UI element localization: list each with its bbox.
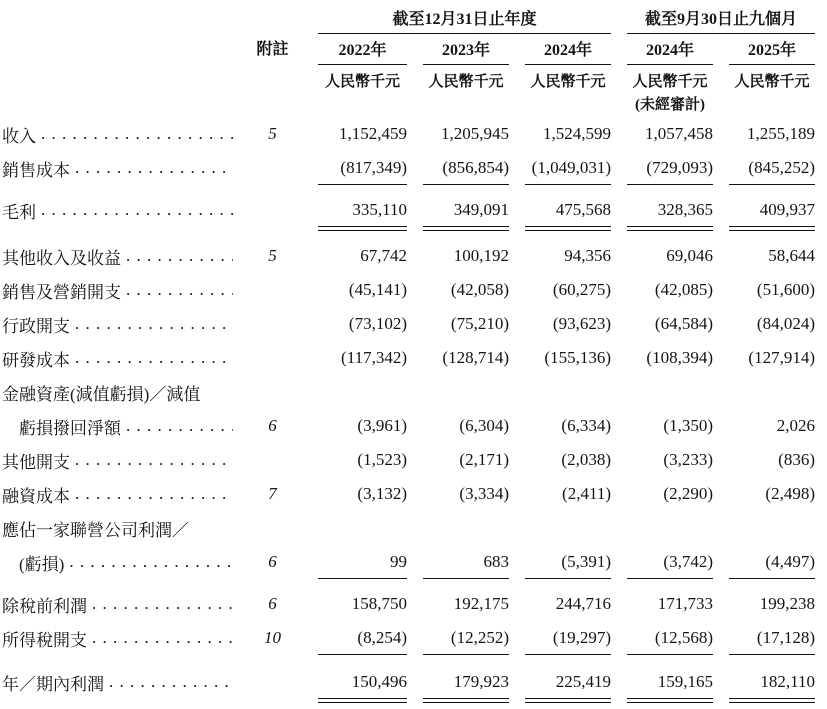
table-rows xyxy=(2,117,815,699)
annual-period-group xyxy=(302,6,611,34)
value-cell xyxy=(407,587,509,621)
value-cell xyxy=(713,117,815,151)
value xyxy=(627,511,713,545)
unit-label: 人民幣千元 xyxy=(324,74,400,90)
row-label: 所得稅開支 xyxy=(2,630,87,650)
table-row xyxy=(2,443,815,477)
value-cell xyxy=(302,341,407,375)
value: 1,152,459 xyxy=(339,124,407,143)
value: (3,961) xyxy=(357,416,407,435)
table-row xyxy=(2,273,815,307)
row-label-cell xyxy=(2,341,243,375)
table-row xyxy=(2,511,815,545)
value-cell xyxy=(611,375,713,409)
value-cell xyxy=(713,545,815,579)
value-cell xyxy=(611,307,713,341)
value-cell xyxy=(407,443,509,477)
row-label-cell xyxy=(2,511,243,545)
value: (64,584) xyxy=(654,314,713,333)
value-cell xyxy=(407,665,509,699)
value-cell xyxy=(407,117,509,151)
row-label-cell xyxy=(2,151,243,185)
row-label-cell xyxy=(2,375,243,409)
row-label: 研發成本 xyxy=(2,350,70,370)
value-cell xyxy=(407,151,509,185)
value-cell xyxy=(407,193,509,227)
value: 192,175 xyxy=(453,594,509,613)
unit-header-row xyxy=(2,65,815,93)
value-cell xyxy=(407,375,509,409)
value xyxy=(423,511,509,545)
row-label-cell xyxy=(2,239,243,273)
value: (51,600) xyxy=(756,280,815,299)
value-cell xyxy=(509,587,611,621)
value-cell xyxy=(509,239,611,273)
row-label: 融資成本 xyxy=(2,486,70,506)
value-cell xyxy=(302,477,407,511)
value: 182,110 xyxy=(729,665,815,699)
row-label-cell xyxy=(2,545,243,579)
value-cell xyxy=(713,621,815,655)
value: (12,252) xyxy=(423,621,509,655)
table-row xyxy=(2,587,815,621)
value: (42,058) xyxy=(450,280,509,299)
value: (19,297) xyxy=(525,621,611,655)
value-cell xyxy=(302,511,407,545)
value-cell xyxy=(407,239,509,273)
row-label-cell xyxy=(2,117,243,151)
value-cell xyxy=(713,511,815,545)
value-cell xyxy=(407,409,509,443)
value-cell xyxy=(713,341,815,375)
value: 2,026 xyxy=(776,416,815,435)
unit-label: 人民幣千元 xyxy=(734,74,810,90)
value: 171,733 xyxy=(657,594,713,613)
value-cell xyxy=(611,273,713,307)
value: (845,252) xyxy=(729,151,815,185)
value-cell xyxy=(509,443,611,477)
year-label: 2022年 xyxy=(318,37,407,65)
row-note: 6 xyxy=(268,552,277,571)
value-cell xyxy=(509,409,611,443)
table-row xyxy=(2,239,815,273)
value: (42,085) xyxy=(654,280,713,299)
value-cell xyxy=(611,409,713,443)
value-cell xyxy=(407,273,509,307)
value-cell xyxy=(611,511,713,545)
dot-leader xyxy=(92,594,233,614)
value: 150,496 xyxy=(318,665,407,699)
row-label: 銷售及營銷開支 xyxy=(2,282,121,302)
value: 58,644 xyxy=(768,246,815,265)
value: (836) xyxy=(778,450,815,469)
row-note xyxy=(243,193,302,227)
dot-leader xyxy=(92,628,233,648)
table-row xyxy=(2,621,815,655)
value: 100,192 xyxy=(453,246,509,265)
value-cell xyxy=(302,409,407,443)
row-label-cell xyxy=(2,587,243,621)
value-cell xyxy=(611,193,713,227)
dot-leader xyxy=(75,450,233,470)
value-cell xyxy=(302,273,407,307)
value-cell xyxy=(713,477,815,511)
year-column-2024-interim xyxy=(611,37,713,65)
year-label: 2024年 xyxy=(627,37,713,65)
value-cell xyxy=(713,665,815,699)
value-cell xyxy=(611,443,713,477)
value-cell xyxy=(407,307,509,341)
value xyxy=(627,375,713,409)
value: (856,854) xyxy=(423,151,509,185)
value: (8,254) xyxy=(318,621,407,655)
value: (108,394) xyxy=(646,348,713,367)
year-column-2022 xyxy=(302,37,407,65)
value-cell xyxy=(713,375,815,409)
value-cell xyxy=(302,545,407,579)
value xyxy=(423,375,509,409)
value-cell xyxy=(611,151,713,185)
value: 225,419 xyxy=(525,665,611,699)
dot-leader xyxy=(109,672,233,692)
value: 335,110 xyxy=(318,193,407,227)
year-label: 2024年 xyxy=(525,37,611,65)
value: 349,091 xyxy=(423,193,509,227)
row-label: 除稅前利潤 xyxy=(2,596,87,616)
value xyxy=(525,511,611,545)
value: 1,057,458 xyxy=(645,124,713,143)
value-cell xyxy=(611,117,713,151)
value: (155,136) xyxy=(544,348,611,367)
dot-leader xyxy=(75,348,233,368)
interim-period-title: 截至9月30日止九個月 xyxy=(627,6,815,34)
value: (93,623) xyxy=(552,314,611,333)
value-cell xyxy=(509,511,611,545)
dot-leader xyxy=(126,246,233,266)
year-column-2025-interim xyxy=(713,37,815,65)
value: (1,350) xyxy=(663,416,713,435)
value: (2,290) xyxy=(663,484,713,503)
value-cell xyxy=(509,151,611,185)
dot-leader xyxy=(41,124,233,144)
value xyxy=(318,375,407,409)
annual-period-title: 截至12月31日止年度 xyxy=(318,6,611,34)
value: (17,128) xyxy=(729,621,815,655)
value-cell xyxy=(509,477,611,511)
value: 1,205,945 xyxy=(441,124,509,143)
year-column-2024 xyxy=(509,37,611,65)
value: (817,349) xyxy=(318,151,407,185)
unit-label: 人民幣千元 xyxy=(530,74,606,90)
value-cell xyxy=(713,443,815,477)
row-label: 銷售成本 xyxy=(2,160,70,180)
value-cell xyxy=(713,239,815,273)
row-note: 7 xyxy=(268,484,277,503)
value-cell xyxy=(611,341,713,375)
value-cell xyxy=(713,409,815,443)
dot-leader xyxy=(41,200,233,220)
value-cell xyxy=(509,665,611,699)
value: (84,024) xyxy=(756,314,815,333)
value: (729,093) xyxy=(627,151,713,185)
table-row xyxy=(2,117,815,151)
row-label: (虧損) xyxy=(19,554,65,574)
value-cell xyxy=(302,307,407,341)
row-label: 金融資產(減值虧損)／減值 xyxy=(2,384,201,404)
year-label: 2025年 xyxy=(729,37,815,65)
value-cell xyxy=(302,239,407,273)
row-label: 年／期內利潤 xyxy=(2,674,104,694)
value: 475,568 xyxy=(525,193,611,227)
row-label-cell xyxy=(2,307,243,341)
value: (75,210) xyxy=(450,314,509,333)
value-cell xyxy=(611,665,713,699)
value: 158,750 xyxy=(351,594,407,613)
value-cell xyxy=(713,151,815,185)
value: (60,275) xyxy=(552,280,611,299)
value: 94,356 xyxy=(564,246,611,265)
row-note xyxy=(243,341,302,375)
unit-label: 人民幣千元 xyxy=(428,74,504,90)
value: 1,524,599 xyxy=(543,124,611,143)
row-note: 6 xyxy=(268,594,277,613)
row-note xyxy=(243,443,302,477)
year-label: 2023年 xyxy=(423,37,509,65)
value: (117,342) xyxy=(341,348,407,367)
value-cell xyxy=(302,151,407,185)
value: (6,334) xyxy=(561,416,611,435)
value-cell xyxy=(302,117,407,151)
value-cell xyxy=(611,545,713,579)
table-row xyxy=(2,151,815,185)
value: 683 xyxy=(423,545,509,579)
year-column-2023 xyxy=(407,37,509,65)
value-cell xyxy=(509,341,611,375)
dot-leader xyxy=(75,314,233,334)
value-cell xyxy=(302,621,407,655)
value: 159,165 xyxy=(627,665,713,699)
value-cell xyxy=(611,239,713,273)
table-row xyxy=(2,545,815,579)
dot-leader xyxy=(126,416,233,436)
row-note xyxy=(243,375,302,409)
value-cell xyxy=(302,587,407,621)
row-note xyxy=(243,511,302,545)
dot-leader xyxy=(69,552,233,572)
value xyxy=(729,511,815,545)
row-label: 收入 xyxy=(2,126,36,146)
value: (3,334) xyxy=(459,484,509,503)
value: (2,171) xyxy=(459,450,509,469)
column-group-header xyxy=(2,6,815,32)
value: 67,742 xyxy=(360,246,407,265)
table-row xyxy=(2,193,815,227)
row-label-cell xyxy=(2,273,243,307)
row-note xyxy=(243,151,302,185)
value: (4,497) xyxy=(729,545,815,579)
row-label: 其他收入及收益 xyxy=(2,248,121,268)
table-row xyxy=(2,477,815,511)
unit-label: 人民幣千元 xyxy=(632,74,708,90)
row-note: 6 xyxy=(268,416,277,435)
value-cell xyxy=(407,545,509,579)
value: (1,049,031) xyxy=(525,151,611,185)
row-label: 毛利 xyxy=(2,202,36,222)
value: 328,365 xyxy=(627,193,713,227)
value: 244,716 xyxy=(555,594,611,613)
row-note: 5 xyxy=(268,246,277,265)
value-cell xyxy=(509,545,611,579)
value: (73,102) xyxy=(348,314,407,333)
value: (12,568) xyxy=(627,621,713,655)
value: 1,255,189 xyxy=(747,124,815,143)
value-cell xyxy=(302,375,407,409)
table-row xyxy=(2,665,815,699)
value: (1,523) xyxy=(357,450,407,469)
row-label-cell xyxy=(2,409,243,443)
value-cell xyxy=(302,443,407,477)
value-cell xyxy=(509,193,611,227)
dot-leader xyxy=(75,158,233,178)
value xyxy=(318,511,407,545)
value: (3,742) xyxy=(627,545,713,579)
row-note: 10 xyxy=(264,628,281,647)
unaudited-label: (未經審計) xyxy=(635,97,705,113)
value-cell xyxy=(302,665,407,699)
value: 99 xyxy=(318,545,407,579)
row-label: 其他開支 xyxy=(2,452,70,472)
value: (3,233) xyxy=(663,450,713,469)
value-cell xyxy=(407,341,509,375)
value: (127,914) xyxy=(748,348,815,367)
value: (45,141) xyxy=(348,280,407,299)
value: (5,391) xyxy=(525,545,611,579)
interim-period-group xyxy=(611,6,815,34)
row-label-cell xyxy=(2,477,243,511)
row-label: 應佔一家聯營公司利潤／ xyxy=(2,520,189,540)
value: (2,498) xyxy=(765,484,815,503)
value: 409,937 xyxy=(729,193,815,227)
value: (6,304) xyxy=(459,416,509,435)
value: 199,238 xyxy=(759,594,815,613)
value-cell xyxy=(713,587,815,621)
value-cell xyxy=(611,477,713,511)
value-cell xyxy=(509,375,611,409)
value: 179,923 xyxy=(423,665,509,699)
note-column-header: 附註 xyxy=(256,41,289,58)
dot-leader xyxy=(75,484,233,504)
value-cell xyxy=(611,621,713,655)
value xyxy=(525,375,611,409)
value: (2,038) xyxy=(561,450,611,469)
row-note xyxy=(243,665,302,699)
value xyxy=(729,375,815,409)
value-cell xyxy=(611,587,713,621)
row-note xyxy=(243,307,302,341)
row-label: 虧損撥回淨額 xyxy=(19,418,121,438)
value: (2,411) xyxy=(562,484,611,503)
row-label-cell xyxy=(2,621,243,655)
table-row xyxy=(2,341,815,375)
table-row xyxy=(2,375,815,409)
row-label: 行政開支 xyxy=(2,316,70,336)
value: (3,132) xyxy=(357,484,407,503)
dot-leader xyxy=(126,280,233,300)
row-note: 5 xyxy=(268,124,277,143)
row-label-cell xyxy=(2,665,243,699)
value-cell xyxy=(713,193,815,227)
value: 69,046 xyxy=(666,246,713,265)
unaudited-note-row xyxy=(2,93,815,117)
value-cell xyxy=(509,273,611,307)
value: (128,714) xyxy=(442,348,509,367)
row-note xyxy=(243,273,302,307)
value-cell xyxy=(407,477,509,511)
table-row xyxy=(2,409,815,443)
row-label-cell xyxy=(2,193,243,227)
value-cell xyxy=(713,273,815,307)
value-cell xyxy=(713,307,815,341)
value-cell xyxy=(509,307,611,341)
year-header-row xyxy=(2,32,815,65)
value-cell xyxy=(302,193,407,227)
value-cell xyxy=(407,621,509,655)
value-cell xyxy=(509,117,611,151)
row-label-cell xyxy=(2,443,243,477)
value-cell xyxy=(509,621,611,655)
value-cell xyxy=(407,511,509,545)
table-row xyxy=(2,307,815,341)
